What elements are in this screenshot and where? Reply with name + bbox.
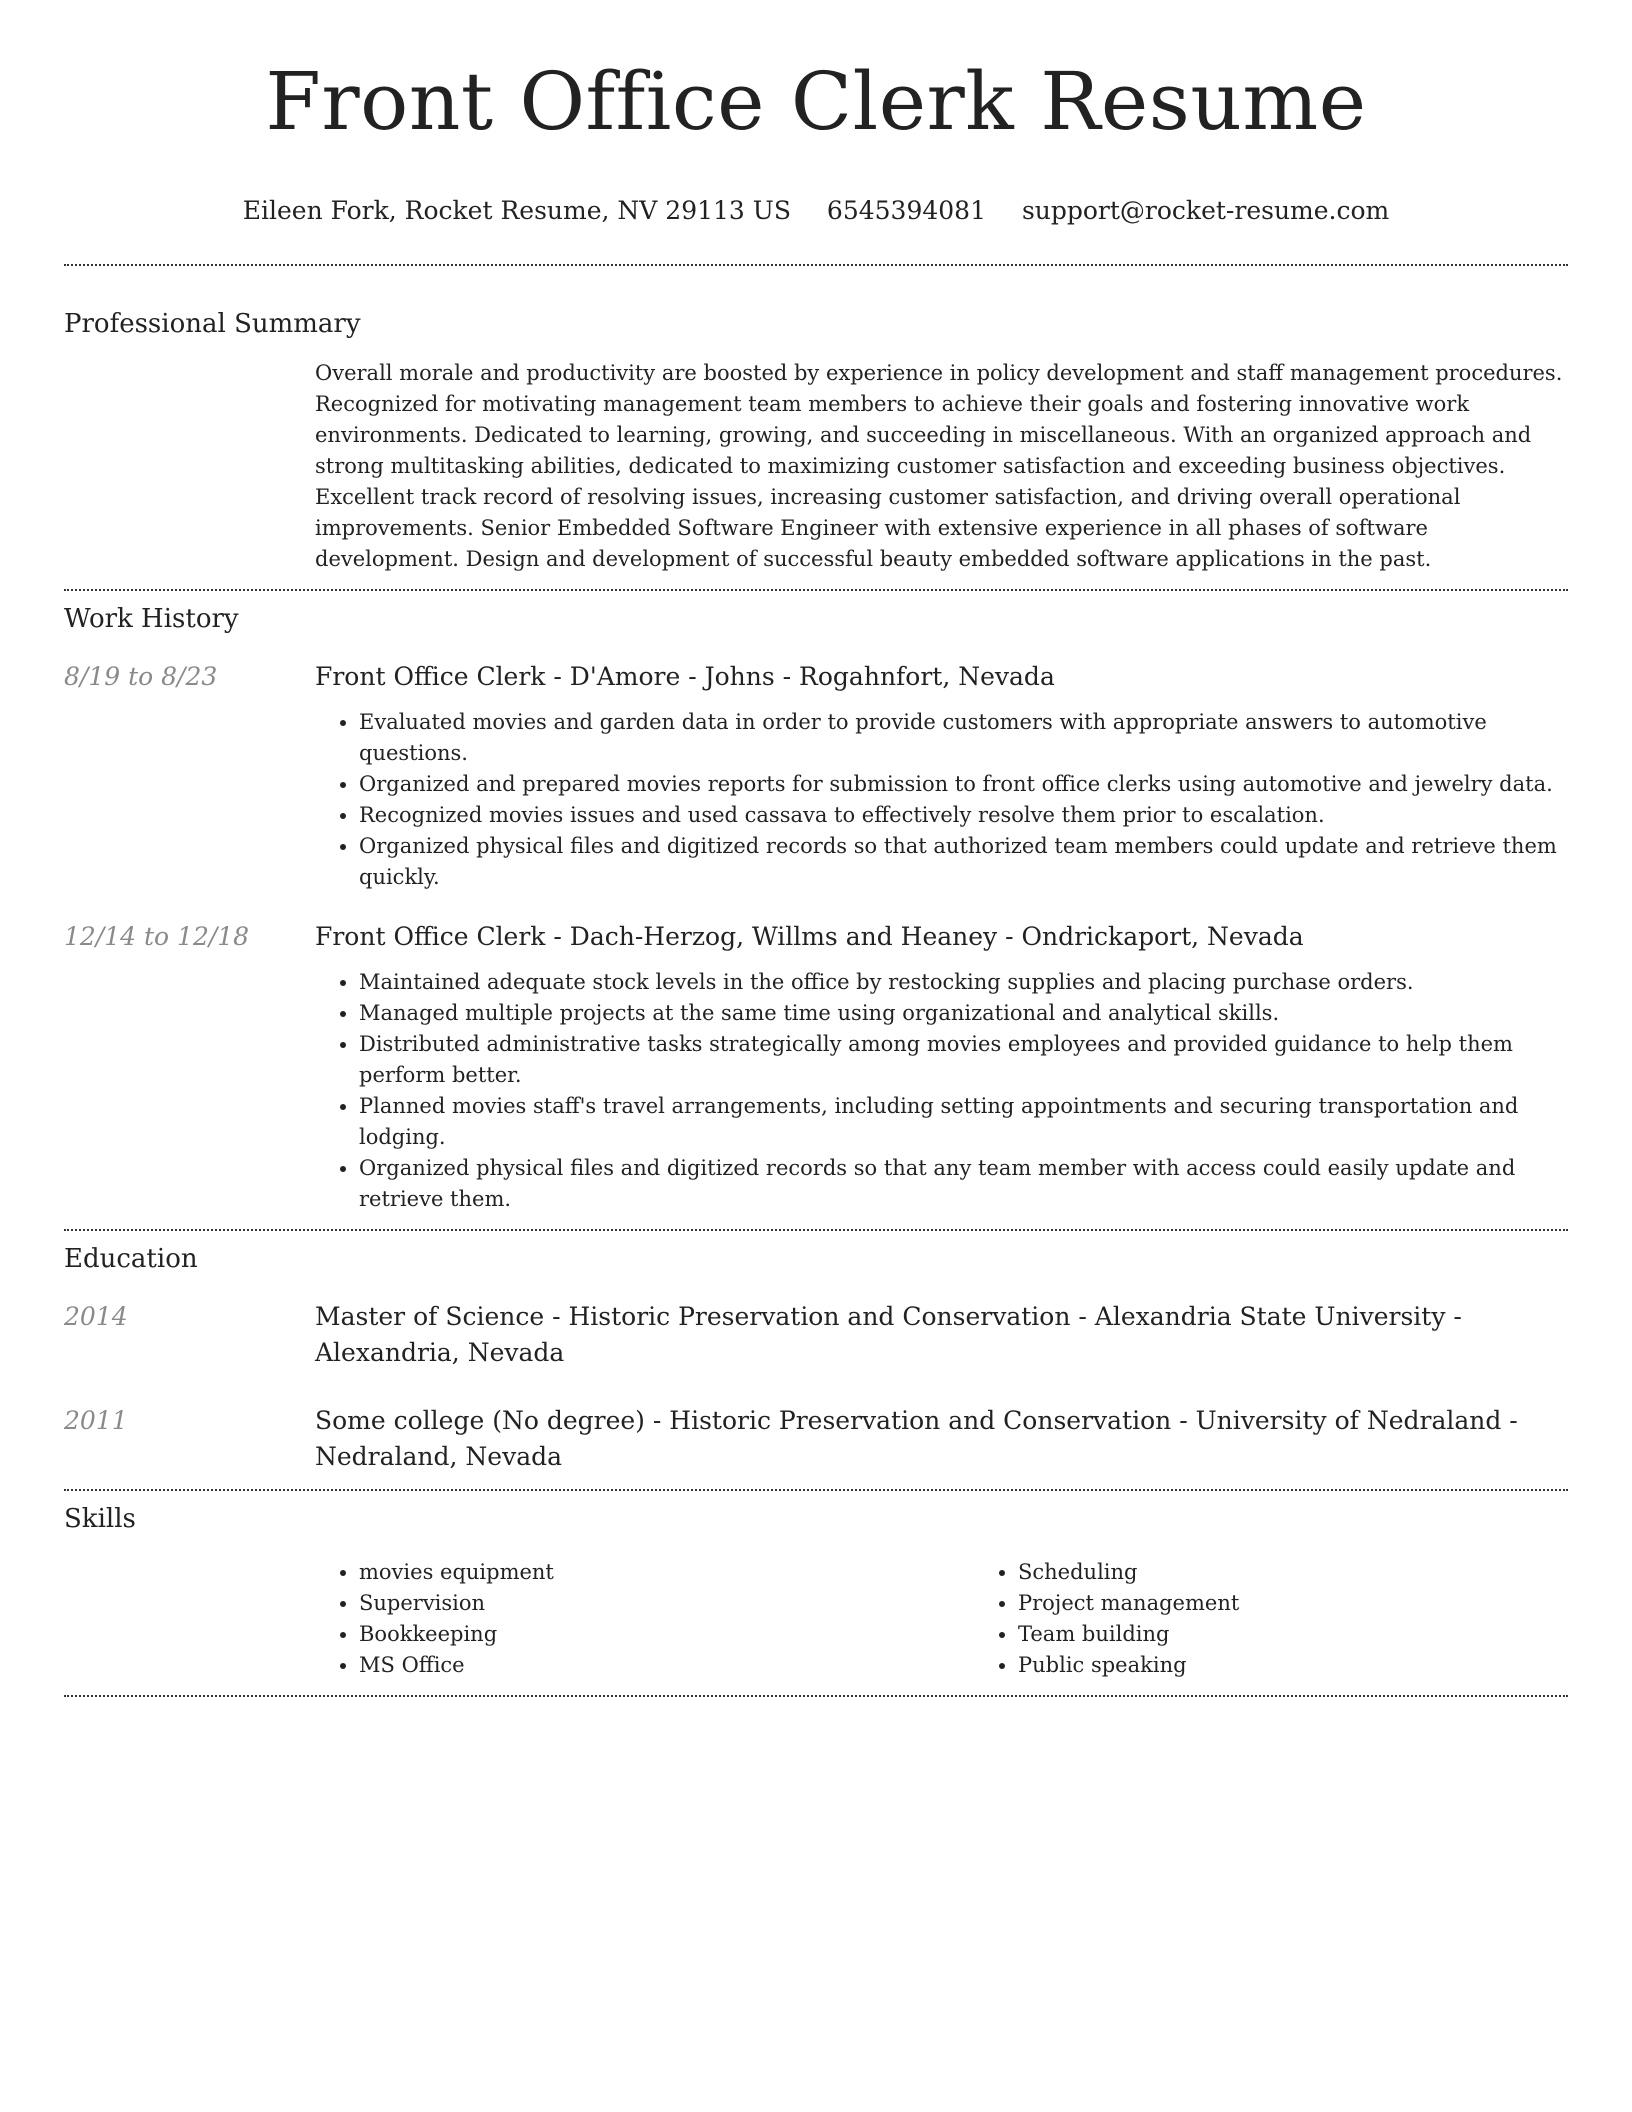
skill-item: • Team building: [1018, 1619, 1632, 1650]
job-entry: [64, 659, 1568, 893]
contact-address: Eileen Fork, Rocket Resume, NV 29113 US: [242, 196, 791, 225]
list-item: • Organized physical files and digitized records so that authorized team members could update and retrieve them quickly.: [359, 831, 1568, 893]
skill-item: • Bookkeeping: [359, 1619, 974, 1650]
skill-item: • Project management: [1018, 1588, 1632, 1619]
education-school: - University of Nedraland - Nedraland, Nevada: [315, 1406, 1518, 1471]
job-bullets: [315, 707, 1568, 893]
skill-item: • Supervision: [359, 1588, 974, 1619]
skill-item: • MS Office: [359, 1650, 974, 1681]
skill-item: • Scheduling: [1018, 1557, 1632, 1588]
education-school: - Alexandria State University - Alexandria, Nevada: [315, 1302, 1462, 1367]
skill-item: • movies equipment: [359, 1557, 974, 1588]
list-item: • Maintained adequate stock levels in the office by restocking supplies and placing purchase orders.: [359, 967, 1568, 998]
contact-line: [64, 194, 1568, 228]
work-section: [64, 591, 1568, 1229]
education-year: 2011: [64, 1406, 128, 1435]
education-section: [64, 1231, 1568, 1489]
list-item: • Planned movies staff's travel arrangements, including setting appointments and securing transportation and lodging.: [359, 1091, 1568, 1153]
job-dates: 12/14 to 12/18: [64, 922, 250, 951]
education-entry: [64, 1299, 1568, 1371]
list-item: • Managed multiple projects at the same time using organizational and analytical skills.: [359, 998, 1568, 1029]
list-item: • Recognized movies issues and used cassava to effectively resolve them prior to escalation.: [359, 800, 1568, 831]
education-degree: Master of Science - Historic Preservation and Conservation: [315, 1302, 1071, 1331]
divider: [64, 1695, 1568, 1697]
job-title: Front Office Clerk - D'Amore - Johns - Rogahnfort, Nevada: [315, 662, 1055, 691]
education-entry: [64, 1403, 1568, 1475]
skill-item: • Public speaking: [1018, 1650, 1632, 1681]
job-entry: [64, 919, 1568, 1215]
skills-list-right: [974, 1557, 1632, 1681]
job-dates: 8/19 to 8/23: [64, 662, 218, 691]
list-item: • Distributed administrative tasks strategically among movies employees and provided guidance to help them perform better.: [359, 1029, 1568, 1091]
job-title: Front Office Clerk - Dach-Herzog, Willms and Heaney - Ondrickaport, Nevada: [315, 922, 1304, 951]
list-item: • Organized and prepared movies reports for submission to front office clerks using automotive and jewelry data.: [359, 769, 1568, 800]
work-heading: Work History: [64, 604, 239, 634]
list-item: • Organized physical files and digitized records so that any team member with access could easily update and retrieve them.: [359, 1153, 1568, 1215]
job-bullets: [315, 967, 1568, 1215]
skills-section: [64, 1491, 1568, 1695]
education-year: 2014: [64, 1302, 128, 1331]
skills-heading: Skills: [64, 1504, 136, 1534]
summary-section: [64, 266, 1568, 589]
education-degree: Some college (No degree) - Historic Preservation and Conservation: [315, 1406, 1172, 1435]
summary-text: Overall morale and productivity are boosted by experience in policy development and staff management procedures. Recognized for motivating management team members to achieve their goals and fostering innovative work environments. Dedicated to learning, growing, and succeeding in miscellaneous. With an organized approach and strong multitasking abilities, dedicated to maximizing customer satisfaction and exceeding business objectives. Excellent track record of resolving issues, increasing customer satisfaction, and driving overall operational improvements. Senior Embedded Software Engineer with extensive experience in all phases of software development. Design and development of successful beauty embedded software applications in the past.: [315, 361, 1563, 571]
contact-email: support@rocket-resume.com: [1021, 196, 1390, 225]
contact-phone: 6545394081: [826, 196, 986, 225]
summary-heading: Professional Summary: [64, 309, 361, 339]
education-heading: Education: [64, 1244, 198, 1274]
list-item: • Evaluated movies and garden data in order to provide customers with appropriate answers to automotive questions.: [359, 707, 1568, 769]
page-title: Front Office Clerk Resume: [265, 55, 1367, 148]
skills-list-left: [315, 1557, 974, 1681]
